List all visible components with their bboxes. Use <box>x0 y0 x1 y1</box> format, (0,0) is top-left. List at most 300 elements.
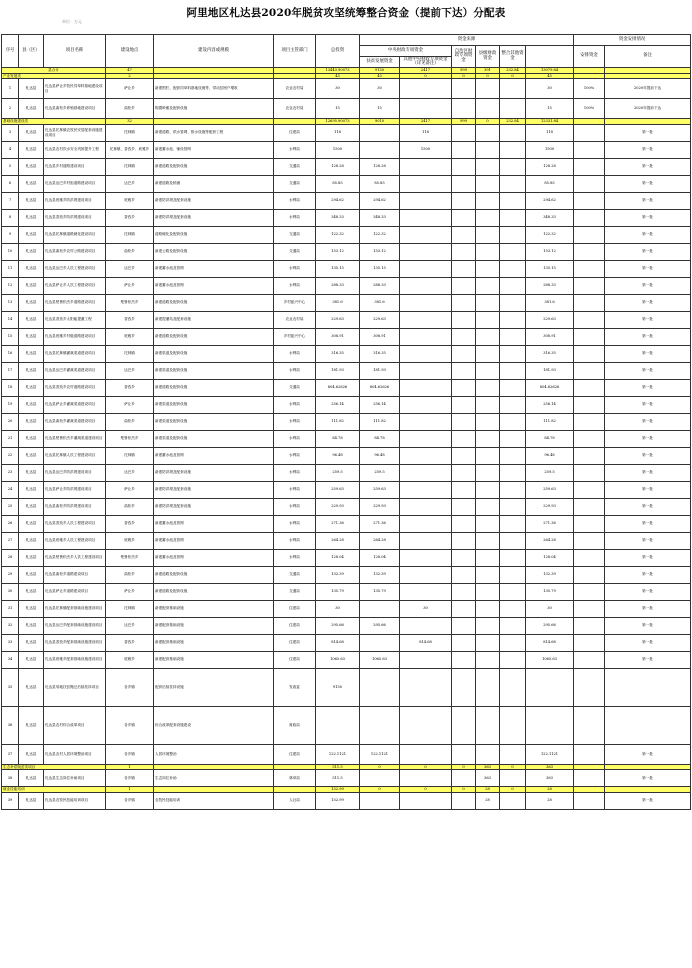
row-c1: 85.85 <box>360 175 400 192</box>
group-c5: 232.84 <box>500 119 526 125</box>
group-count: 1 <box>106 764 154 770</box>
header-row-1 <box>2 35 691 46</box>
row-seq: 5 <box>2 158 19 175</box>
row-c3 <box>452 447 476 464</box>
group-count: 1 <box>106 787 154 793</box>
row-seq: 28 <box>2 549 19 566</box>
row-content: 新建渠道及配套设施 <box>154 362 274 379</box>
row-project-name: 札达县乡村道路建设项目 <box>44 158 106 175</box>
row-dept: 水利局 <box>274 481 316 498</box>
row-c3 <box>452 345 476 362</box>
row-county: 札达县 <box>19 141 44 158</box>
row-dept: 住建局 <box>274 617 316 634</box>
row-c4 <box>476 277 500 294</box>
row-c6 <box>526 668 574 706</box>
row-c1: 308.91 <box>360 328 400 345</box>
table-row <box>2 260 691 277</box>
row-dept: 乡村振兴中心 <box>274 294 316 311</box>
row-project-name: 札达县农牧民技能培训项目 <box>44 792 106 809</box>
table-row <box>2 634 691 651</box>
row-seq: 25 <box>2 498 19 515</box>
row-dept: 水利局 <box>274 447 316 464</box>
row-project-name: 札达县达巴乡灌溉渠道建设项目 <box>44 362 106 379</box>
row-c4 <box>476 498 500 515</box>
row-c2 <box>400 430 452 447</box>
row-progress: 100% <box>574 79 605 99</box>
row-dept: 住建局 <box>274 651 316 668</box>
row-dept: 交通局 <box>274 379 316 396</box>
row-project-name: 札达县托林镇配套基础设施建设项目 <box>44 600 106 617</box>
row-location: 萨让乡 <box>106 79 154 99</box>
row-c5 <box>500 311 526 328</box>
table-row <box>2 583 691 600</box>
header-central: 中央财政专项资金 <box>360 46 452 57</box>
row-c6: 128.28 <box>526 158 574 175</box>
row-c6: 84.78 <box>526 430 574 447</box>
row-seq: 16 <box>2 345 19 362</box>
row-c6: 132.39 <box>526 566 574 583</box>
row-c2 <box>400 277 452 294</box>
table-row <box>2 99 691 119</box>
row-county: 札达县 <box>19 243 44 260</box>
row-c1: 128.04 <box>360 549 400 566</box>
row-c2 <box>400 192 452 209</box>
row-total: 153.12 <box>316 243 360 260</box>
row-dept: 农业农村局 <box>274 311 316 328</box>
row-c1: 84.78 <box>360 430 400 447</box>
row-c1: 1065.63 <box>360 651 400 668</box>
row-c3 <box>452 617 476 634</box>
table-row <box>2 549 691 566</box>
row-location: 达巴乡 <box>106 362 154 379</box>
row-county: 札达县 <box>19 362 44 379</box>
row-remarks: 第一批 <box>605 345 691 362</box>
row-dept: 交通局 <box>274 566 316 583</box>
table-row <box>2 379 691 396</box>
row-c1: 132.39 <box>360 566 400 583</box>
row-progress <box>574 260 605 277</box>
row-c6: 229.93 <box>526 498 574 515</box>
row-c3 <box>452 99 476 119</box>
row-seq: 6 <box>2 175 19 192</box>
row-progress <box>574 668 605 706</box>
row-location: 底雅乡 <box>106 192 154 209</box>
row-progress <box>574 379 605 396</box>
header-self-raised: 自治区财政专项资金 <box>452 46 476 68</box>
row-seq: 21 <box>2 430 19 447</box>
row-c1: 15 <box>360 99 400 119</box>
row-seq: 3 <box>2 124 19 141</box>
row-c6: 259.5 <box>526 464 574 481</box>
table-row <box>2 430 691 447</box>
row-remarks: 第一批 <box>605 498 691 515</box>
table-row <box>2 311 691 328</box>
row-location: 底雅乡 <box>106 532 154 549</box>
group-label: 生态补偿脱贫类项目 <box>2 764 106 770</box>
row-remarks: 第一批 <box>605 124 691 141</box>
row-seq: 35 <box>2 668 19 706</box>
table-body <box>2 68 691 810</box>
row-progress <box>574 141 605 158</box>
row-c5 <box>500 566 526 583</box>
row-c5 <box>500 706 526 744</box>
header-remarks-top <box>526 46 574 68</box>
row-dept: 水利局 <box>274 464 316 481</box>
row-c3 <box>452 192 476 209</box>
row-seq: 9 <box>2 226 19 243</box>
row-project-name: 札达县香孜乡人饮工程建设项目 <box>44 515 106 532</box>
row-seq: 15 <box>2 328 19 345</box>
row-content: 新建公路及配套设施 <box>154 243 274 260</box>
row-project-name: 札达县托林镇灌溉渠道建设项目 <box>44 345 106 362</box>
row-total: 259.63 <box>316 481 360 498</box>
row-remarks: 第一批 <box>605 328 691 345</box>
row-progress <box>574 413 605 430</box>
row-location: 萨让乡 <box>106 481 154 498</box>
row-c6: 118 <box>526 124 574 141</box>
row-content: 新建防洪堤及配套设施 <box>154 498 274 515</box>
row-progress: 100% <box>574 99 605 119</box>
row-remarks: 第一批 <box>605 515 691 532</box>
header-central-poverty: 扶贫发展资金 <box>360 57 400 68</box>
row-seq: 36 <box>2 706 19 744</box>
row-seq: 13 <box>2 294 19 311</box>
row-c1 <box>360 792 400 809</box>
row-c4 <box>476 515 500 532</box>
group-c2: 0 <box>400 787 452 793</box>
row-c2: 30 <box>400 600 452 617</box>
row-c2: 814.68 <box>400 634 452 651</box>
row-c3 <box>452 651 476 668</box>
row-c3 <box>452 294 476 311</box>
row-c6: 1500 <box>526 141 574 158</box>
row-c1 <box>360 770 400 787</box>
row-county: 札达县 <box>19 158 44 175</box>
row-c3 <box>452 770 476 787</box>
group-total: 45 <box>316 73 360 79</box>
row-dept: 水利局 <box>274 277 316 294</box>
row-c6: 381.6 <box>526 294 574 311</box>
row-content: 道路硬化及配套设施 <box>154 226 274 243</box>
row-remarks: 第一批 <box>605 447 691 464</box>
row-c3 <box>452 277 476 294</box>
group-count: 32 <box>106 119 154 125</box>
county-total-c5: 232.84 <box>500 68 526 74</box>
county-total-c2: 2417 <box>400 68 452 74</box>
row-c1: 381.6 <box>360 294 400 311</box>
row-c4 <box>476 464 500 481</box>
row-c5 <box>500 549 526 566</box>
row-total: 96.48 <box>316 447 360 464</box>
row-c3 <box>452 634 476 651</box>
row-c1: 153.12 <box>360 243 400 260</box>
row-total: 294.62 <box>316 192 360 209</box>
row-c6: 96.48 <box>526 447 574 464</box>
row-location: 托林镇 <box>106 158 154 175</box>
row-remarks: 第一批 <box>605 770 691 787</box>
row-project-name: 札达县香孜乡太阳能提灌工程 <box>44 311 106 328</box>
header-location: 建设地点 <box>106 35 154 68</box>
row-total: 152.99 <box>316 792 360 809</box>
row-progress <box>574 294 605 311</box>
row-remarks: 第一批 <box>605 294 691 311</box>
row-total: 804.62626 <box>316 379 360 396</box>
row-progress <box>574 328 605 345</box>
row-content: 新建配套基础设施 <box>154 600 274 617</box>
row-project-name: 札达县托林镇道路硬化建设项目 <box>44 226 106 243</box>
row-project-name: 札达县易地扶贫搬迁后续扶持项目 <box>44 668 106 706</box>
group-c3: 0 <box>452 73 476 79</box>
row-content: 生态岗位补助 <box>154 770 274 787</box>
row-c1: 259.63 <box>360 481 400 498</box>
row-c6: 135.79 <box>526 583 574 600</box>
row-progress <box>574 209 605 226</box>
row-c3 <box>452 464 476 481</box>
row-project-name: 札达县农村饮水安全巩固提升工程 <box>44 141 106 158</box>
row-project-name: 札达县达巴乡村组道路建设项目 <box>44 175 106 192</box>
group-c2: 0 <box>400 73 452 79</box>
row-location: 香孜乡 <box>106 379 154 396</box>
row-location: 香孜乡 <box>106 515 154 532</box>
row-seq: 12 <box>2 277 19 294</box>
row-county: 札达县 <box>19 277 44 294</box>
row-county: 札达县 <box>19 600 44 617</box>
row-seq: 14 <box>2 311 19 328</box>
row-project-name: 札达县达巴乡防洪堤建设项目 <box>44 464 106 481</box>
row-seq: 8 <box>2 209 19 226</box>
row-content: 配套后续扶持设施 <box>154 668 274 706</box>
row-location: 楚鲁松杰乡 <box>106 294 154 311</box>
row-c5 <box>500 79 526 99</box>
row-c5 <box>500 277 526 294</box>
row-remarks: 第一批 <box>605 379 691 396</box>
row-dept: 水利局 <box>274 362 316 379</box>
row-project-name: 札达县底雅乡村级道路建设项目 <box>44 328 106 345</box>
row-total: 15 <box>316 99 360 119</box>
row-c6: 122.1121 <box>526 744 574 764</box>
row-c6: 135.15 <box>526 260 574 277</box>
row-content: 新建蓄水池、铺设管网 <box>154 141 274 158</box>
row-project-name: 札达县生态岗位补助项目 <box>44 770 106 787</box>
row-c1: 229.93 <box>360 498 400 515</box>
row-project-name: 札达县底雅乡防洪堤建设项目 <box>44 192 106 209</box>
row-project-name: 札达县托林镇农牧民安居配套设施建设项目 <box>44 124 106 141</box>
row-c2 <box>400 260 452 277</box>
table-row <box>2 209 691 226</box>
row-c3 <box>452 175 476 192</box>
row-county: 札达县 <box>19 706 44 744</box>
row-progress <box>574 447 605 464</box>
header-arranged: 安排资金 <box>574 46 605 68</box>
row-c3 <box>452 226 476 243</box>
row-county: 札达县 <box>19 481 44 498</box>
row-c3 <box>452 549 476 566</box>
table-row <box>2 532 691 549</box>
row-content: 新建配套基础设施 <box>154 617 274 634</box>
row-dept: 水利局 <box>274 430 316 447</box>
row-total: 511.5 <box>316 770 360 787</box>
row-location: 曲松乡 <box>106 413 154 430</box>
row-progress <box>574 634 605 651</box>
row-c4 <box>476 617 500 634</box>
row-c4 <box>476 651 500 668</box>
row-remarks: 第一批 <box>605 532 691 549</box>
row-remarks: 第一批 <box>605 430 691 447</box>
row-dept: 发改委 <box>274 668 316 706</box>
row-c5 <box>500 464 526 481</box>
row-c1: 181.93 <box>360 362 400 379</box>
row-c4: 28 <box>476 792 500 809</box>
row-county: 札达县 <box>19 447 44 464</box>
row-location: 楚鲁松杰乡 <box>106 430 154 447</box>
row-c5 <box>500 209 526 226</box>
group-c4: 0 <box>476 119 500 125</box>
row-total: 111.82 <box>316 413 360 430</box>
row-county: 札达县 <box>19 515 44 532</box>
row-seq: 32 <box>2 617 19 634</box>
table-row <box>2 192 691 209</box>
row-project-name: 札达县香孜乡防洪堤建设项目 <box>44 209 106 226</box>
row-dept: 水利局 <box>274 396 316 413</box>
group-c2: 2417 <box>400 119 452 125</box>
row-seq: 23 <box>2 464 19 481</box>
row-project-name: 札达县托林镇人饮工程建设项目 <box>44 447 106 464</box>
row-c6: 30 <box>526 79 574 99</box>
row-content: 新建蓄水池及管网 <box>154 515 274 532</box>
group-c6: 363 <box>526 764 574 770</box>
group-c5: 0 <box>500 73 526 79</box>
row-c2 <box>400 396 452 413</box>
row-c4 <box>476 175 500 192</box>
table-row <box>2 345 691 362</box>
row-c2 <box>400 328 452 345</box>
row-remarks: 第一批 <box>605 362 691 379</box>
row-content: 新建配套基础设施 <box>154 651 274 668</box>
table-row <box>2 770 691 787</box>
row-project-name: 札达县曲松乡道路建设项目 <box>44 566 106 583</box>
row-total: 128.28 <box>316 158 360 175</box>
row-location: 萨让乡 <box>106 396 154 413</box>
row-c6: 1065.63 <box>526 651 574 668</box>
row-total: 348.33 <box>316 209 360 226</box>
row-remarks: 第一批 <box>605 566 691 583</box>
row-content: 新建蓄水池及管网 <box>154 260 274 277</box>
row-c1: 288.33 <box>360 277 400 294</box>
row-seq: 1 <box>2 79 19 99</box>
row-c4 <box>476 668 500 706</box>
row-remarks: 第一批 <box>605 277 691 294</box>
row-progress <box>574 345 605 362</box>
row-progress <box>574 617 605 634</box>
row-county: 札达县 <box>19 328 44 345</box>
header-seq: 序号 <box>2 35 19 68</box>
row-progress <box>574 532 605 549</box>
row-progress <box>574 175 605 192</box>
row-c6: 264.28 <box>526 532 574 549</box>
row-c4 <box>476 209 500 226</box>
row-dept: 水利局 <box>274 532 316 549</box>
row-c3 <box>452 668 476 706</box>
row-c2 <box>400 175 452 192</box>
row-seq: 18 <box>2 379 19 396</box>
row-progress <box>574 549 605 566</box>
row-dept: 住建局 <box>274 124 316 141</box>
row-c6: 316.35 <box>526 345 574 362</box>
row-dept: 人社局 <box>274 792 316 809</box>
row-c4 <box>476 311 500 328</box>
row-c5 <box>500 175 526 192</box>
row-c1 <box>360 706 400 744</box>
group-c1: 45 <box>360 73 400 79</box>
row-c2 <box>400 481 452 498</box>
row-progress <box>574 464 605 481</box>
group-label: 基础设施建设类 <box>2 119 106 125</box>
row-location: 萨让乡 <box>106 583 154 600</box>
row-dept: 水利局 <box>274 498 316 515</box>
row-c4 <box>476 328 500 345</box>
row-c6: 181.93 <box>526 362 574 379</box>
row-location: 曲松乡 <box>106 566 154 583</box>
table-row <box>2 566 691 583</box>
header-arrangement: 资金安排情况 <box>574 35 691 46</box>
row-c4 <box>476 79 500 99</box>
row-c3 <box>452 498 476 515</box>
row-project-name: 札达县萨让乡道路建设项目 <box>44 583 106 600</box>
row-content: 新建蓄水池及管网 <box>154 532 274 549</box>
row-remarks: 第一批 <box>605 192 691 209</box>
row-c5 <box>500 294 526 311</box>
row-c3 <box>452 362 476 379</box>
row-c3 <box>452 158 476 175</box>
row-seq: 33 <box>2 634 19 651</box>
row-content: 新建蓄水池及管网 <box>154 447 274 464</box>
row-seq: 20 <box>2 413 19 430</box>
row-c1: 264.28 <box>360 532 400 549</box>
row-dept: 交通局 <box>274 243 316 260</box>
row-county: 札达县 <box>19 770 44 787</box>
row-c5 <box>500 651 526 668</box>
row-c5 <box>500 481 526 498</box>
row-project-name: 札达县萨让乡人饮工程建设项目 <box>44 277 106 294</box>
row-c6: 348.33 <box>526 209 574 226</box>
row-seq: 30 <box>2 583 19 600</box>
row-remarks: 第一批 <box>605 226 691 243</box>
row-county: 札达县 <box>19 345 44 362</box>
row-remarks: 第一批 <box>605 175 691 192</box>
header-county-fund: 县级财政资金 <box>476 46 500 68</box>
row-location: 达巴乡 <box>106 617 154 634</box>
row-total: 316.35 <box>316 345 360 362</box>
row-total: 122.1121 <box>316 744 360 764</box>
table-row <box>2 515 691 532</box>
row-county: 札达县 <box>19 379 44 396</box>
row-seq: 38 <box>2 770 19 787</box>
row-county: 札达县 <box>19 549 44 566</box>
row-location: 各乡镇 <box>106 706 154 744</box>
row-c5 <box>500 532 526 549</box>
row-remarks: 第一批 <box>605 413 691 430</box>
row-dept: 住建局 <box>274 634 316 651</box>
row-c3 <box>452 430 476 447</box>
row-c2 <box>400 99 452 119</box>
row-progress <box>574 158 605 175</box>
row-county: 札达县 <box>19 430 44 447</box>
table-row <box>2 600 691 617</box>
table-row <box>2 744 691 764</box>
row-total <box>316 706 360 744</box>
row-total: 229.93 <box>316 498 360 515</box>
table-row <box>2 498 691 515</box>
